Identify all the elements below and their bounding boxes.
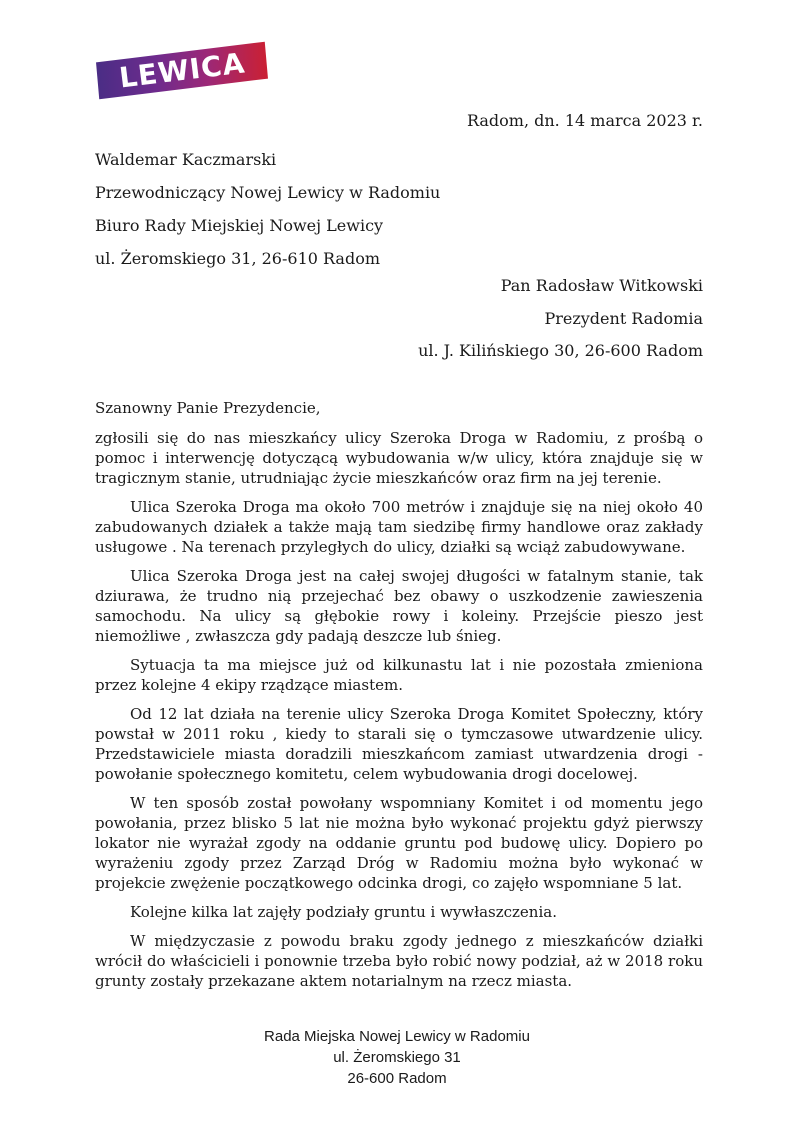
sender-office: Biuro Rady Miejskiej Nowej Lewicy xyxy=(95,216,384,235)
paragraph-6: W ten sposób został powołany wspomniany Komitet i od momentu jego powołania, przez blisko 5 lat nie można było wykonać projektu gdyż pierwszy lokator nie wyrażał zgody na oddanie gruntu pod budowę ulicy. Dopiero po wyrażeniu zgody przez Zarząd Dróg w Radomiu można było wykonać w projekcie zwężenie początkowego odcinka drogi, co zajęło wspomniane 5 lat. xyxy=(95,794,703,892)
sender-name: Waldemar Kaczmarski xyxy=(95,150,277,169)
sender-block xyxy=(95,143,440,275)
lewica-logo-text: LEWICA xyxy=(117,45,247,95)
letter-footer xyxy=(0,1026,794,1089)
paragraph-8: W międzyczasie z powodu braku zgody jednego z mieszkańców działki wrócił do właścicieli i ponownie trzeba było robić nowy podział, aż w 2018 roku grunty zostały przekazane aktem notarialnym na rzecz miasta. xyxy=(95,932,703,990)
footer-street: ul. Żeromskiego 31 xyxy=(333,1049,461,1066)
footer-organization: Rada Miejska Nowej Lewicy w Radomiu xyxy=(264,1028,530,1045)
paragraph-2: Ulica Szeroka Droga ma około 700 metrów i znajduje się na niej około 40 zabudowanych działek a także mają tam siedzibę firmy handlowe oraz zakłady usługowe . Na terenach przyległych do ulicy, działki są wciąż zabudowywane. xyxy=(95,498,703,556)
paragraph-3: Ulica Szeroka Droga jest na całej swojej długości w fatalnym stanie, tak dziurawa, że trudno nią przejechać bez obawy o uszkodzenie zawieszenia samochodu. Na ulicy są głębokie rowy i koleiny. Przejście pieszo jest niemożliwe , zwłaszcza gdy padają deszcze lub śnieg. xyxy=(95,567,703,645)
paragraph-4: Sytuacja ta ma miejsce już od kilkunastu lat i nie pozostała zmieniona przez kolejne 4 ekipy rządzące miastem. xyxy=(95,656,703,694)
sender-address: ul. Żeromskiego 31, 26-610 Radom xyxy=(95,249,381,268)
letter-body xyxy=(95,398,703,1000)
lewica-logo xyxy=(96,42,268,100)
paragraph-7: Kolejne kilka lat zajęły podziały gruntu i wywłaszczenia. xyxy=(130,903,557,921)
footer-city: 26-600 Radom xyxy=(347,1070,447,1087)
sender-title: Przewodniczący Nowej Lewicy w Radomiu xyxy=(95,183,441,202)
recipient-block xyxy=(95,270,703,368)
paragraph-1: zgłosili się do nas mieszkańcy ulicy Szeroka Droga w Radomiu, z prośbą o pomoc i interwencję dotyczącą wybudowania w/w ulicy, która znajduje się w tragicznym stanie, utrudniając życie mieszkańców oraz firm na jej terenie. xyxy=(95,429,703,487)
paragraph-5: Od 12 lat działa na terenie ulicy Szeroka Droga Komitet Społeczny, który powstał w 2011 roku , kiedy to starali się o tymczasowe utwardzenie ulicy. Przedstawiciele miasta doradzili mieszkańcom zamiast utwardzenia drogi - powołanie społecznego komitetu, celem wybudowania drogi docelowej. xyxy=(95,705,703,783)
recipient-name: Pan Radosław Witkowski xyxy=(500,276,703,295)
salutation: Szanowny Panie Prezydencie, xyxy=(95,399,321,417)
recipient-address: ul. J. Kilińskiego 30, 26-600 Radom xyxy=(418,341,703,360)
date-line: Radom, dn. 14 marca 2023 r. xyxy=(466,111,703,130)
recipient-title: Prezydent Radomia xyxy=(544,308,703,328)
